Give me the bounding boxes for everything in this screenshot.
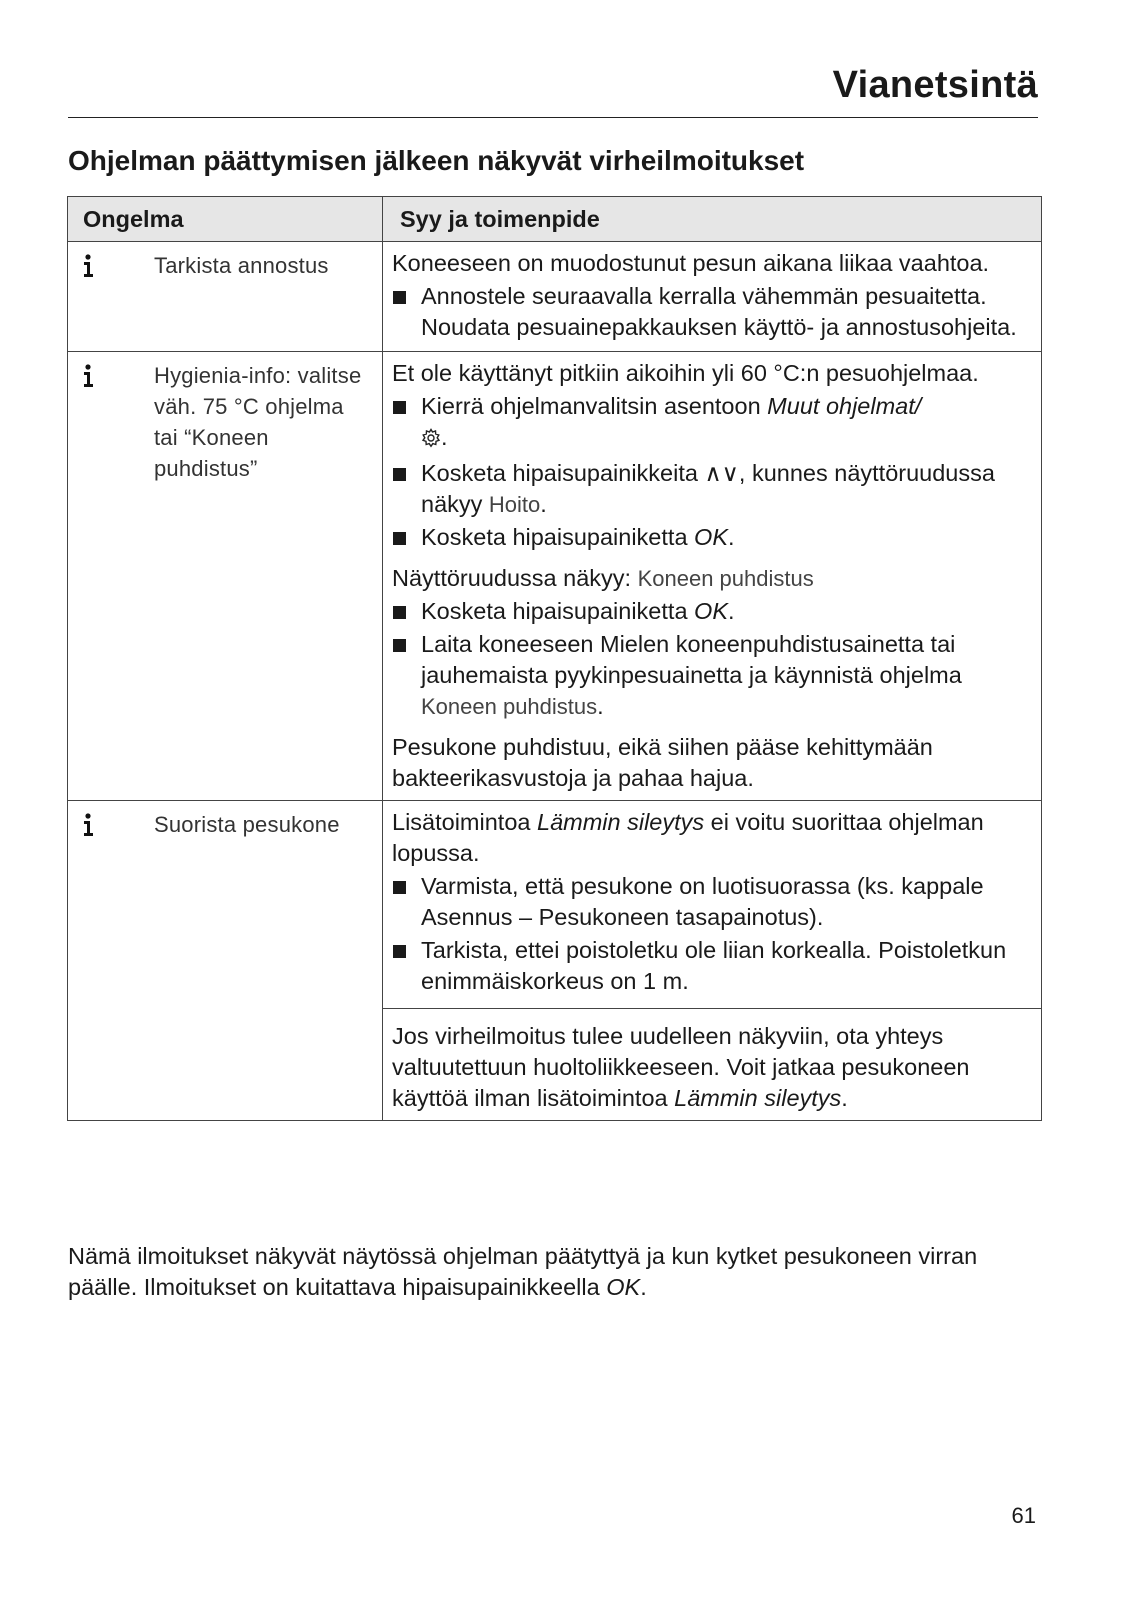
page-number: 61 [1011, 1503, 1036, 1528]
action-step: Kosketa hipaisupainikkeita ∧∨, kunnes näyttöruudussa näkyy Hoito. [392, 458, 1029, 520]
header-divider [68, 117, 1038, 118]
action-step: Kierrä ohjelmanvalitsin asentoon Muut ohjelmat/ . [392, 391, 1029, 456]
troubleshooting-table [67, 196, 1042, 1121]
display-message: Tarkista annostus [154, 253, 329, 278]
footnote: Nämä ilmoitukset näkyvät näytössä ohjelman päätyttyä ja kun kytket pesukoneen virran päälle. Ilmoitukset on kuitattava hipaisupainikkeella OK. [68, 1243, 978, 1300]
action-step: Laita koneeseen Mielen koneenpuhdistusainetta tai jauhemaista pyykinpesuainetta ja käynnistä ohjelma Koneen puhdistus. [392, 629, 1029, 722]
table-row [68, 801, 1042, 1121]
display-message: Suorista pesukone [154, 812, 340, 837]
gear-icon [421, 425, 441, 456]
action-step: Kosketa hipaisupainiketta OK. [392, 522, 1029, 553]
action-step: Varmista, että pesukone on luotisuorassa (ks. kappale Asennus – Pesukoneen tasapainotus). [392, 871, 1029, 933]
cause-cell [383, 801, 1042, 1121]
column-header-problem: Ongelma [68, 197, 383, 242]
table-row [68, 242, 1042, 352]
cause-text: Lisätoimintoa Lämmin sileytys ei voitu suorittaa ohjelman lopussa. [392, 809, 984, 866]
cause-cell [383, 242, 1042, 352]
problem-cell [68, 352, 383, 801]
info-icon [82, 809, 154, 840]
column-header-cause: Syy ja toimenpide [383, 197, 1042, 242]
cause-text: Koneeseen on muodostunut pesun aikana liikaa vaahtoa. [392, 250, 990, 276]
info-icon [82, 250, 154, 281]
result-text: Pesukone puhdistuu, eikä siihen pääse kehittymään bakteerikasvustoja ja pahaa hajua. [392, 734, 933, 791]
problem-cell [68, 801, 383, 1121]
info-icon [82, 360, 154, 484]
action-step: Kosketa hipaisupainiketta OK. [392, 596, 1029, 627]
display-info-line: Näyttöruudussa näkyy: Koneen puhdistus [392, 565, 814, 591]
table-header-row [68, 197, 1042, 242]
page-header-title: Vianetsintä [832, 64, 1038, 106]
section-title: Ohjelman päättymisen jälkeen näkyvät virheilmoitukset [68, 145, 805, 176]
table-row [68, 352, 1042, 801]
cause-text: Et ole käyttänyt pitkiin aikoihin yli 60 °C:n pesuohjelmaa. [392, 360, 979, 386]
display-message: Hygienia-info: valitse väh. 75 °C ohjelma tai “Koneen puhdistus” [154, 363, 362, 481]
action-step: Tarkista, ettei poistoletku ole liian korkealla. Poistoletkun enimmäiskorkeus on 1 m. [392, 935, 1029, 997]
service-note: Jos virheilmoitus tulee uudelleen näkyviin, ota yhteys valtuutettuun huoltoliikkeeseen. Voit jatkaa pesukoneen käyttöä ilman lisätoimintoa Lämmin sileytys. [383, 1008, 1041, 1114]
cause-cell [383, 352, 1042, 801]
problem-cell [68, 242, 383, 352]
action-step: Annostele seuraavalla kerralla vähemmän pesuaitetta. Noudata pesuainepakkauksen käyttö- ja annostusohjeita. [392, 281, 1029, 343]
